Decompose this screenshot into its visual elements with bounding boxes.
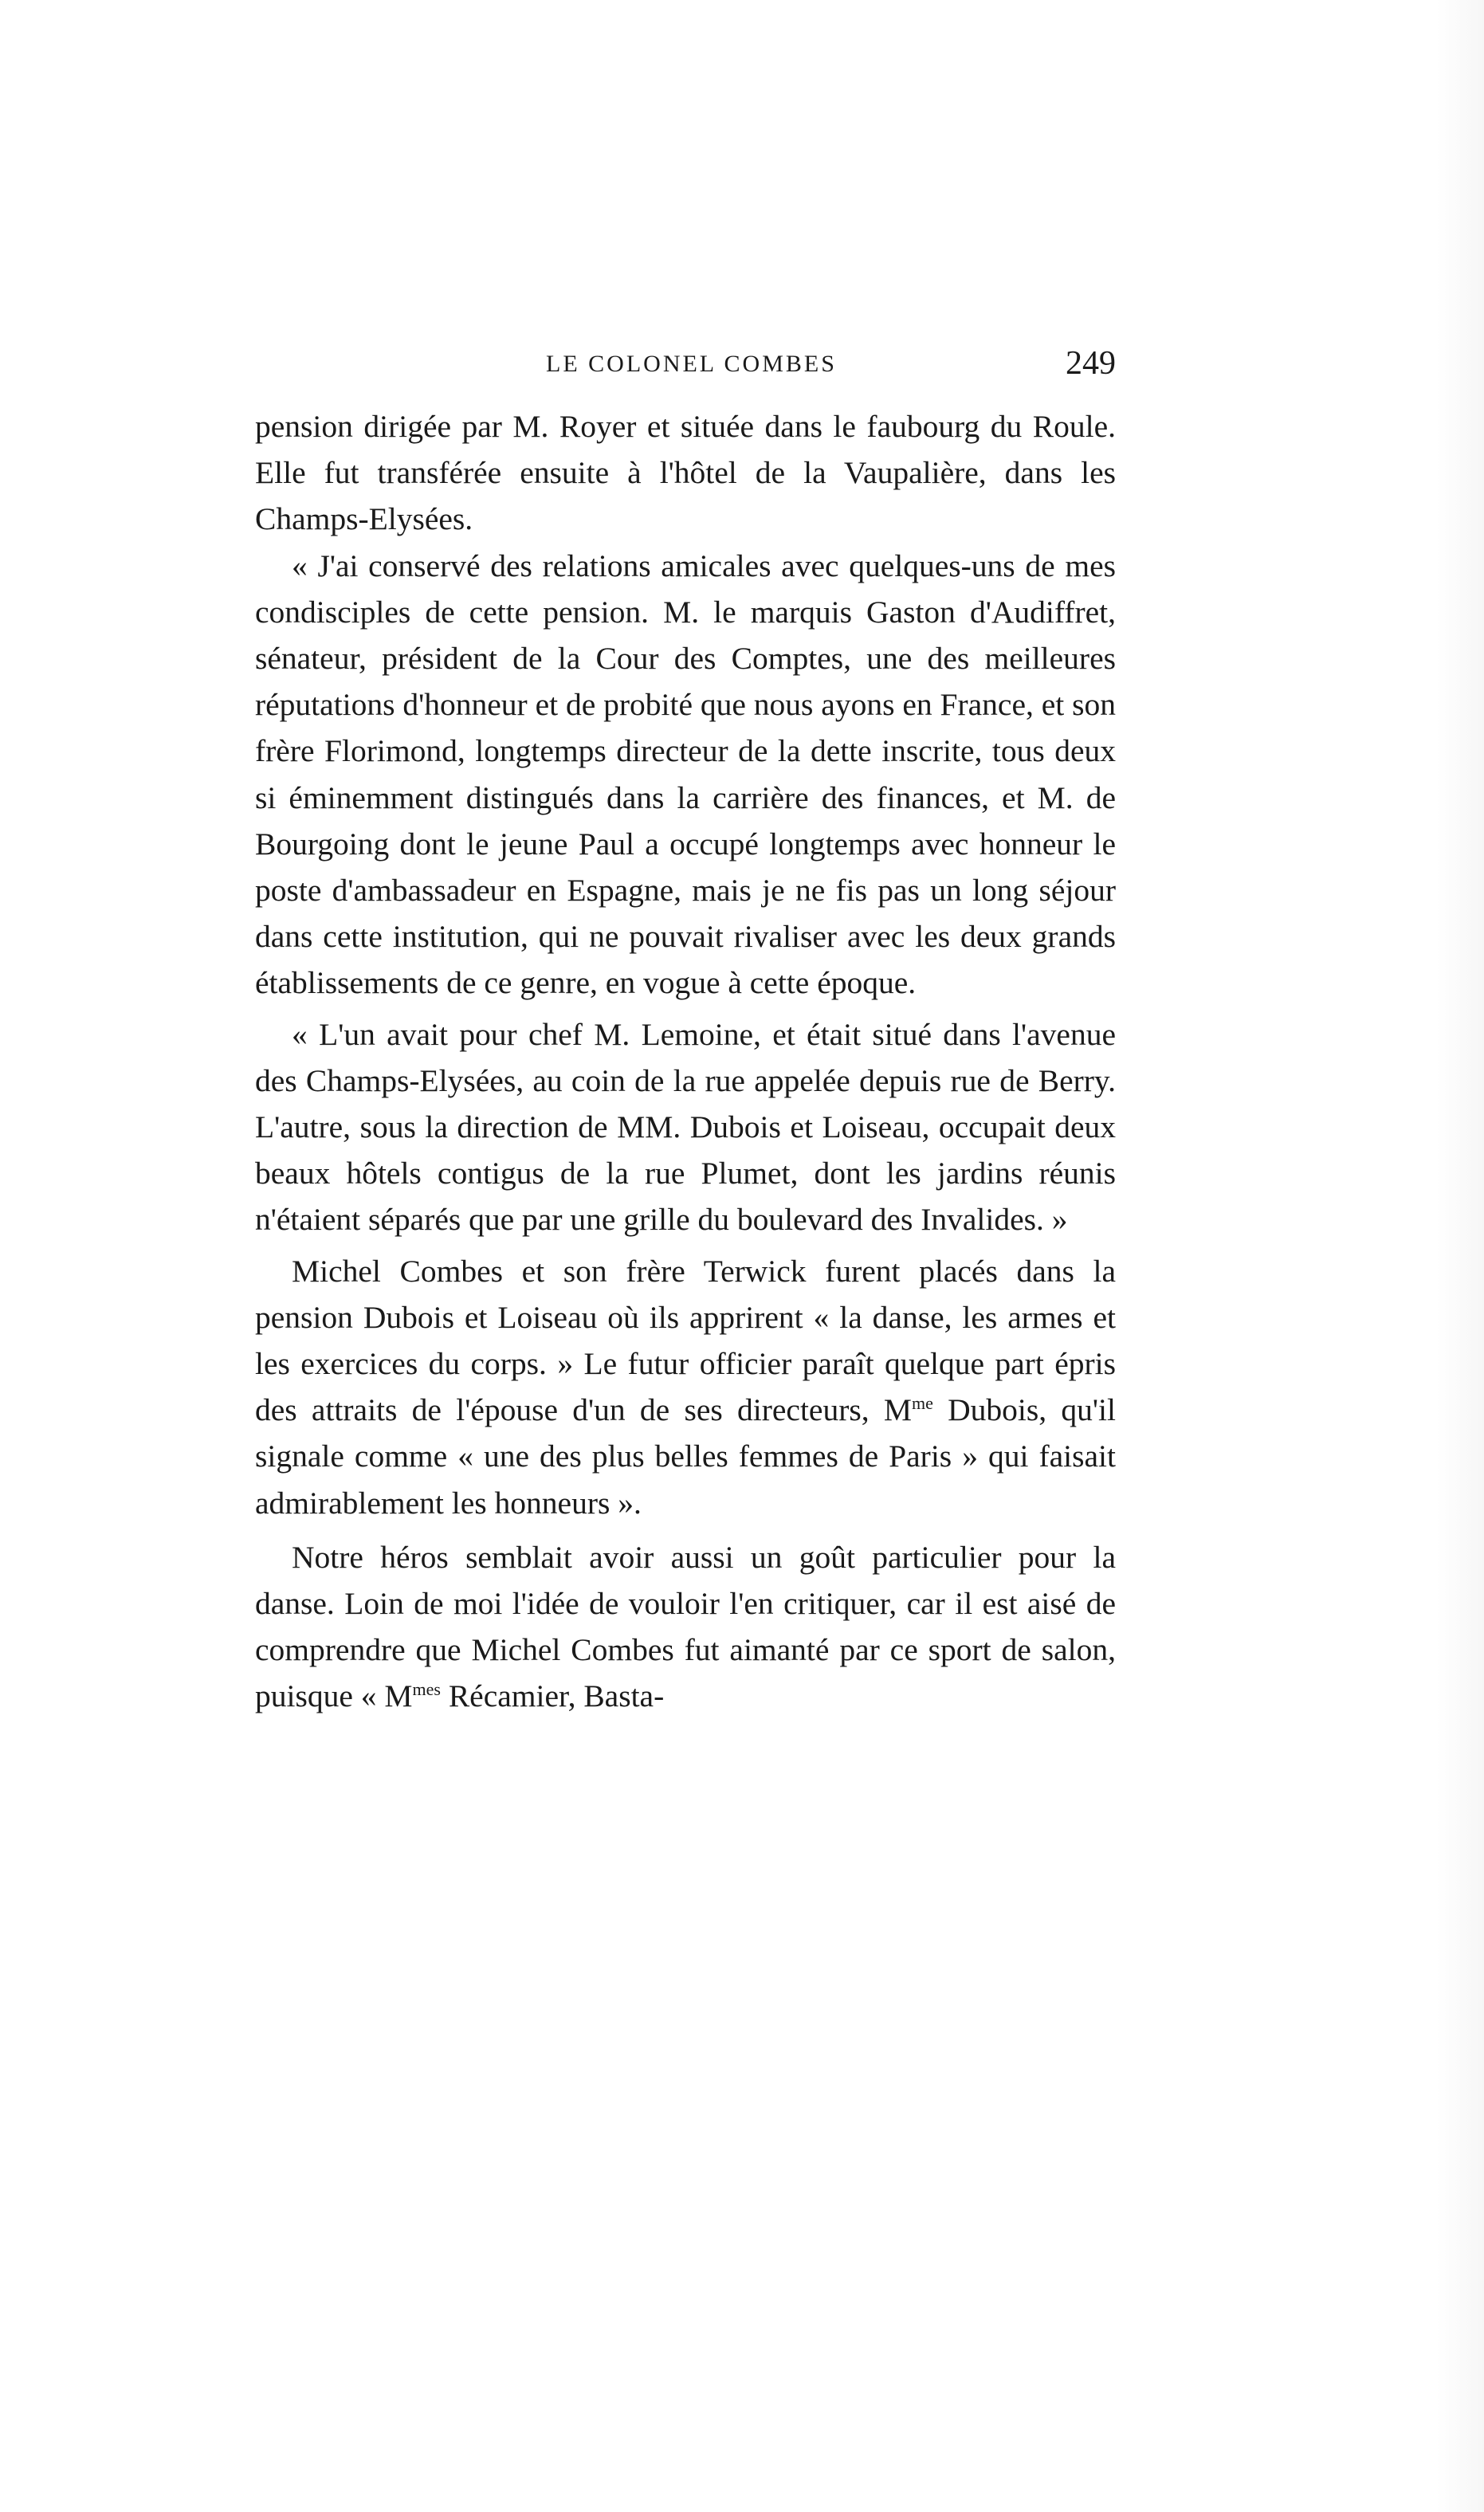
superscript-mes: mes xyxy=(412,1679,441,1700)
paragraph-4 xyxy=(255,1248,1116,1526)
body-text xyxy=(255,403,1116,1720)
running-head: LE COLONEL COMBES xyxy=(546,351,837,377)
superscript-me: me xyxy=(912,1393,933,1414)
paragraph-5 xyxy=(255,1534,1116,1720)
page-header xyxy=(255,345,1116,389)
paragraph-4-part-b: Dubois, qu'il signale comme « une des plus belles femmes de Paris » qui faisait admirablement les honneurs ». xyxy=(255,1392,1116,1521)
paragraph-5-part-a: Notre héros semblait avoir aussi un goût particulier pour la danse. Loin de moi l'idée de vouloir l'en critiquer, car il est aisé de comprendre que Michel Combes fut aimanté par ce sport de salon, puisque « M xyxy=(255,1539,1116,1714)
paragraph-5-part-b: Récamier, Basta- xyxy=(440,1678,665,1714)
paragraph-2: « J'ai conservé des relations amicales avec quelques-uns de mes condisciples de cette pension. M. le marquis Gaston d'Audiffret, sénateur, président de la Cour des Comptes, une des meilleures réputations d'honneur et de probité que nous ayons en France, et son frère Florimond, longtemps directeur de la dette inscrite, tous deux si éminemment distingués dans la carrière des finances, et M. de Bourgoing dont le jeune Paul a occupé longtemps avec honneur le poste d'ambassadeur en Espagne, mais je ne fis pas un long séjour dans cette institution, qui ne pouvait rivaliser avec les deux grands établissements de ce genre, en vogue à cette époque. xyxy=(255,548,1116,1001)
scan-edge-shading xyxy=(1436,0,1484,2512)
paragraph-4-part-a: Michel Combes et son frère Terwick furent placés dans la pension Dubois et Loiseau où ils apprirent « la danse, les armes et les exercices du corps. » Le futur officier paraît quelque part épris des attraits de l'épouse d'un de ses directeurs, M xyxy=(255,1253,1116,1428)
paragraph-3: « L'un avait pour chef M. Lemoine, et était situé dans l'avenue des Champs-Elysées, au coin de la rue appelée depuis rue de Berry. L'autre, sous la direction de MM. Dubois et Loiseau, occupait deux beaux hôtels contigus de la rue Plumet, dont les jardins réunis n'étaient séparés que par une grille du boulevard des Invalides. » xyxy=(255,1016,1116,1238)
paragraph-1: pension dirigée par M. Royer et située dans le faubourg du Roule. Elle fut transférée ensuite à l'hôtel de la Vaupalière, dans les Champs-Elysées. xyxy=(255,409,1116,537)
page-number: 249 xyxy=(1066,345,1116,382)
